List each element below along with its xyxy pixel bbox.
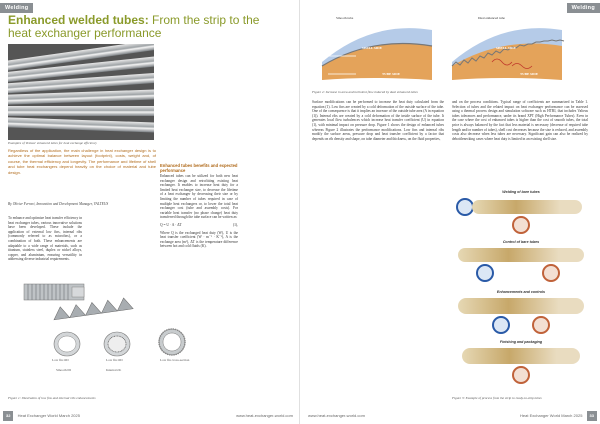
equation-number: (1),	[232, 222, 238, 227]
fig3-stage-1: Welding of bare tubes	[502, 190, 540, 194]
figure-2	[312, 16, 572, 88]
fig1-label-4: Smooth ID	[56, 368, 71, 372]
low-fin-tube-drawing	[24, 284, 84, 300]
right-col2-body: and on the process conditions. Typical range of coefficients are summarized in Table 1. Selection of tubes and the related impact on heat exchanger performance can be assessed using a thermal process design and simulation software such as HTRI, that includes Valteus tubes tolerances and performance, under its brand XPT (High Performance Tubes). Even in the case where the cost of enhanced tubes is higher than the cost of smooth tubes, the total price is always balanced by the fact that less material is necessary (decrease of required tube length and/or number of tubes), shell cost decreases because the size is reduced, and assembly costs also decrease when less tubes are necessary. Significant gain can also be realized by debottlenecking cases where heat duty is limited in an existing shell size.	[452, 100, 588, 141]
fig3-stage-2: Control of bare tubes	[502, 240, 540, 244]
figure-1	[22, 276, 252, 382]
section-tag-left: Welding	[0, 3, 33, 13]
footer-mag-right: Heat Exchanger World March 2025	[520, 413, 583, 418]
right-page	[300, 0, 600, 424]
col2-heading: Enhanced tubes benefits and expected performance	[160, 163, 238, 173]
article-title-rest: From the strip to the heat exchanger performance	[8, 13, 260, 40]
article-title-bold: Enhanced welded tubes:	[8, 13, 149, 27]
fig1-label-1: Low fin OD	[52, 358, 69, 362]
cross-section-drawing	[159, 329, 185, 355]
fin-profile-drawing	[52, 297, 133, 320]
fig2-label-smooth: Smooth tube	[336, 16, 354, 20]
fig3-caption: Figure 3: Example of process from the strip to ready-to-ship tubes	[452, 396, 542, 400]
fig2-label-tube-2: TUBE SIDE	[520, 72, 538, 76]
equation-row	[160, 223, 238, 228]
fig2-label-dual: Dual enhanced tube	[478, 16, 505, 20]
fig2-label-shell-2: SHELL SIDE	[496, 46, 516, 50]
dual-enhanced-tube-diagram	[452, 28, 564, 80]
footer-mag-left: Heat Exchanger World March 2025	[17, 413, 80, 418]
tubes-photo	[8, 44, 154, 140]
figure-2-illustration	[312, 16, 572, 88]
page-number-left: 32	[3, 411, 13, 421]
footer-right	[520, 411, 600, 421]
photo-caption: Examples of Vestsas' enhanced tubes for heat exchange efficiency	[8, 141, 97, 145]
fig2-label-shell-1: SHELL SIDE	[362, 46, 382, 50]
footer-url-right[interactable]: www.heat-exchanger-world.com	[308, 413, 365, 418]
fig2-caption: Figure 2: Increase in area and turbulent flow induced by dual enhanced tubes	[312, 90, 418, 94]
equation: Q = U · A · ΔT	[160, 222, 182, 227]
col1-body: To enhance and optimize heat transfer efficiency in heat exchanger tubes, various innovative solutions have been developed. These include the application of external low fins, internal ribs (commonly referred to as microfins), or a combination of both. These enhancements are adaptable to a wide range of materials, such as titanium, stainless steel, duplex or nickel alloys, copper, and aluminium, ensuring versatility in addressing diverse industrial requirements.	[8, 216, 82, 262]
fig1-caption: Figure 1: Illustration of low fins and internal ribs enhancements	[8, 396, 96, 400]
fig3-stage-3: Enhancements and controls	[496, 290, 546, 294]
footer-left	[0, 411, 80, 421]
figure-3	[452, 190, 590, 386]
byline: By Olivier Ferrari, Innovation and Development Manager, VALTEUS	[8, 202, 109, 206]
right-col1-body: Surface modifications can be performed to increase the heat duty calculated from the equation (1). Low fins are created by a cold deformation of the outside surface of the tube. One of the consequence is that it implies an increase of the outside tube area (A in equation (1)). Internal ribs are created by a cold deformation of the inside surface of the tube. It generates local flow turbulences which increase heat transfer coefficient (U) in equation (1), with minimal impact on pressure drop. Figure 1 shows the design of enhanced tubes whereas Figure 2 illustrates the performance modifications. Low fins and internal ribs modify the surface areas, pressure drop and heat transfer coefficient by a factor that depends on rib density and shape, on tube diameter and thickness, on the fluid properties,	[312, 100, 444, 141]
fig2-label-tube-1: TUBE SIDE	[382, 72, 400, 76]
footer-url-left[interactable]: www.heat-exchanger-world.com	[236, 413, 293, 418]
fig1-label-2: Low fin OD	[106, 358, 123, 362]
col2-where: Where Q is the exchanged heat duty (W), U is the heat transfer coefficient (W · m⁻² · K⁻¹), A is the exchange area (m²), ΔT is the temperature difference between hot and cold fluids (K).	[160, 230, 238, 249]
article-title	[8, 14, 268, 40]
section-tag-right: Welding	[567, 3, 600, 13]
page-number-right: 33	[587, 411, 597, 421]
col2-block	[160, 163, 238, 249]
tube-ends-drawing	[54, 332, 130, 356]
fig3-stage-4: Finishing and packaging	[499, 340, 543, 344]
smooth-tube-diagram	[322, 28, 432, 80]
intro-paragraph: Regardless of the application, the main challenge in heat exchanger design is to achieve the optimal balance between layout (footprint), costs, weight and, of course, the thermal efficiency and longevity. The performance and lifetime of shell and tube heat exchangers depend heavily on the choice of material and tube design.	[8, 148, 156, 175]
fig1-label-3: Low fin cross-section	[160, 358, 190, 362]
figure-1-illustration	[22, 276, 252, 358]
col2-body: Enhanced tubes can be utilized for both new heat exchanger design and retrofitting existing heat exchanger. It enables to increase heat duty for a limited heat exchanger size, to decrease the lifetime of a heat exchanger by decreasing their size or by limiting the number of tubes required in case of multiple heat exchangers or, to lower the total heat exchanger cost (tube and assembly costs). For variable heat transfer (no phase change) heat duty transferred through the tube surface can be written as:	[160, 174, 238, 220]
fig1-label-5: Internal rib	[106, 368, 122, 372]
